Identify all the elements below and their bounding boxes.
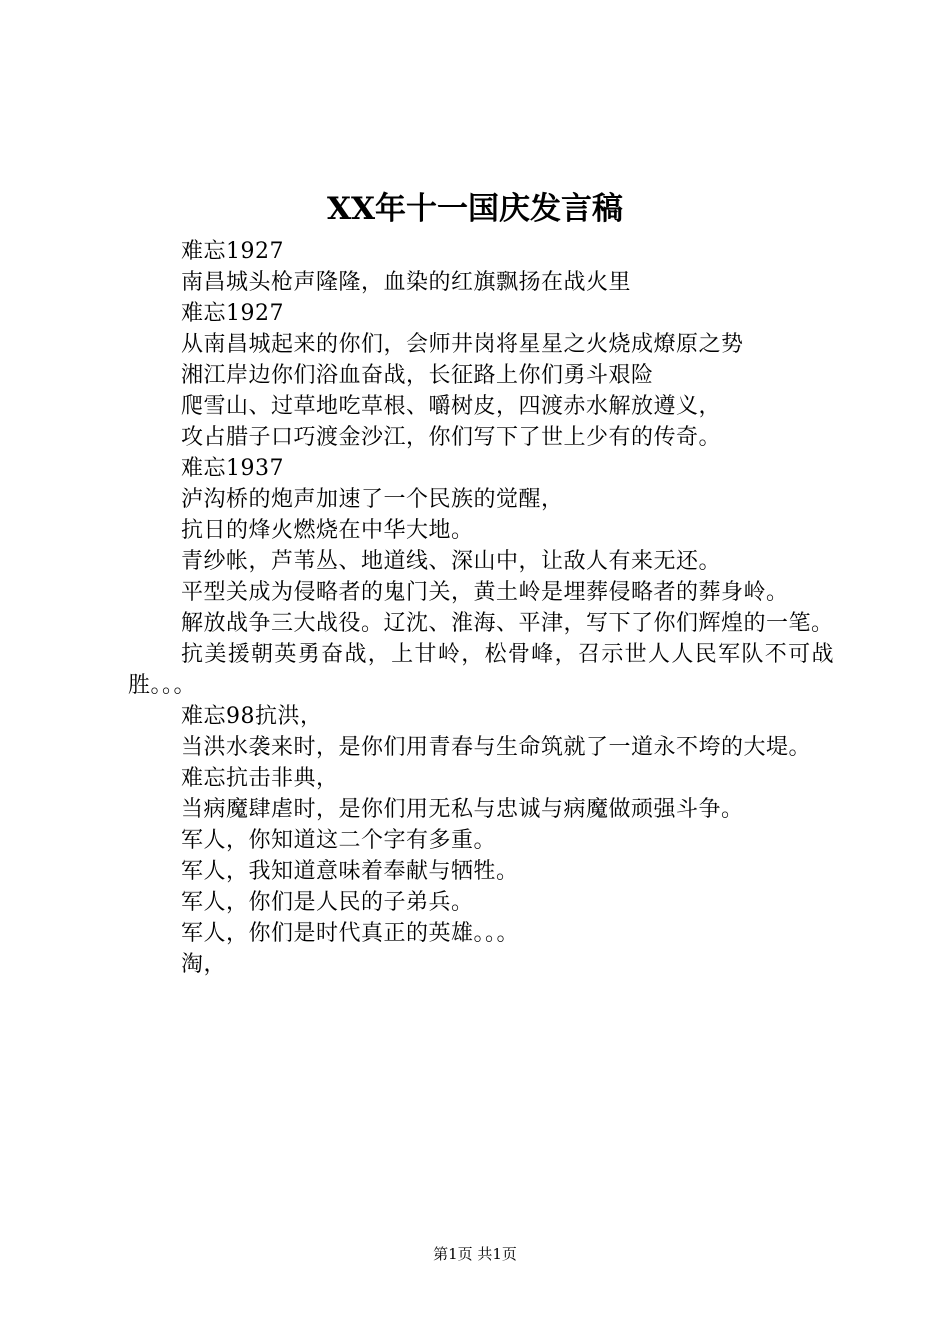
document-title: XX年十一国庆发言稿 [326, 191, 624, 227]
page-number: 第1页 共1页 [433, 1245, 517, 1263]
paragraph: 军人，你们是人民的子弟兵。 [181, 890, 474, 915]
paragraph: 军人，我知道意味着奉献与牺牲。 [181, 859, 519, 884]
paragraph: 抗美援朝英勇奋战，上甘岭，松骨峰，召示世人人民军队不可战胜。。。 [128, 642, 834, 698]
paragraph: 南昌城头枪声隆隆，血染的红旗飘扬在战火里 [181, 270, 632, 295]
paragraph: 湘江岸边你们浴血奋战，长征路上你们勇斗艰险 [181, 363, 654, 388]
paragraph: 军人，你们是时代真正的英雄。。。 [181, 921, 520, 946]
paragraph: 难忘98抗洪， [181, 704, 323, 729]
paragraph: 淘， [181, 952, 227, 977]
paragraph: 难忘1927 [181, 239, 284, 264]
page-footer [0, 1243, 950, 1265]
paragraph: 平型关成为侵略者的鬼门关，黄土岭是埋葬侵略者的葬身岭。 [181, 580, 789, 605]
paragraph: 当病魔肆虐时，是你们用无私与忠诚与病魔做顽强斗争。 [181, 797, 744, 822]
paragraph: 抗日的烽火燃烧在中华大地。 [181, 518, 474, 543]
paragraph: 攻占腊子口巧渡金沙江，你们写下了世上少有的传奇。 [181, 425, 722, 450]
paragraph: 泸沟桥的炮声加速了一个民族的觉醒， [181, 487, 564, 512]
document-body [128, 236, 834, 980]
paragraph: 从南昌城起来的你们，会师井岗将星星之火烧成燎原之势 [181, 332, 744, 357]
paragraph: 青纱帐，芦苇丛、地道线、深山中，让敌人有来无还。 [181, 549, 722, 574]
paragraph: 当洪水袭来时，是你们用青春与生命筑就了一道永不垮的大堤。 [181, 735, 812, 760]
paragraph: 军人，你知道这二个字有多重。 [181, 828, 497, 853]
paragraph: 解放战争三大战役。辽沈、淮海、平津，写下了你们辉煌的一笔。 [181, 611, 834, 636]
paragraph: 难忘1927 [181, 301, 284, 326]
paragraph: 爬雪山、过草地吃草根、嚼树皮，四渡赤水解放遵义， [181, 394, 722, 419]
paragraph: 难忘抗击非典， [181, 766, 339, 791]
paragraph: 难忘1937 [181, 456, 284, 481]
